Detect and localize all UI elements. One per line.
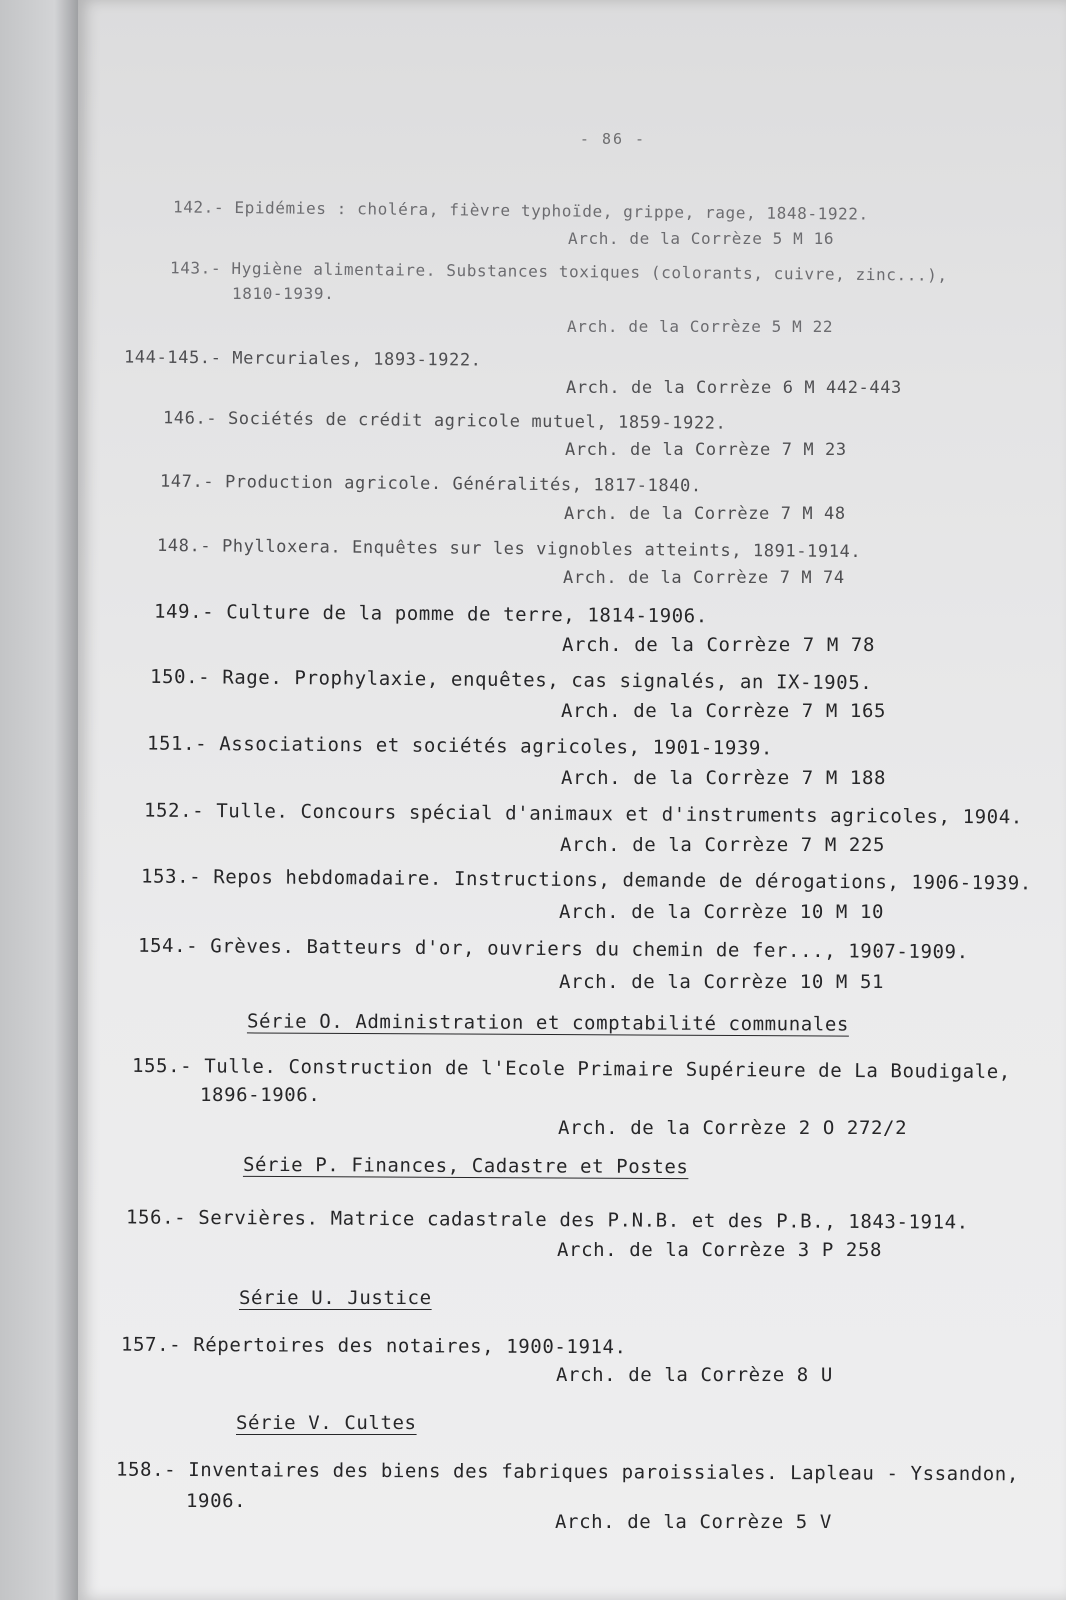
entry-150-archive: Arch. de la Corrèze 7 M 165 [561,700,887,722]
entry-153-title: 153.- Repos hebdomadaire. Instructions, demande de dérogations, 1906-1939. [140,865,1032,895]
entry-150-title: 150.- Rage. Prophylaxie, enquêtes, cas signalés, an IX-1905. [149,665,873,695]
entry-146-archive: Arch. de la Corrèze 7 M 23 [565,440,847,460]
entry-148-title: 148.- Phylloxera. Enquêtes sur les vignobles atteints, 1891-1914. [156,535,862,563]
entry-157-title: 157.- Répertoires des notaires, 1900-1914. [120,1333,627,1359]
series-v-heading: Série V. Cultes [236,1412,417,1434]
entry-154-title: 154.- Grèves. Batteurs d'or, ouvriers du chemin de fer..., 1907-1909. [137,934,969,964]
entry-152-archive: Arch. de la Corrèze 7 M 225 [560,834,886,856]
entry-154-archive: Arch. de la Corrèze 10 M 51 [559,971,885,993]
entry-156-title: 156.- Servières. Matrice cadastrale des P.N.B. et des P.B., 1843-1914. [125,1206,969,1234]
entry-149-title: 149.- Culture de la pomme de terre, 1814-1906. [153,600,708,628]
entry-142-title: 142.- Epidémies : choléra, fièvre typhoïde, grippe, rage, 1848-1922. [172,197,869,224]
page-number: - 86 - [579,130,647,148]
entry-143-continuation: 1810-1939. [232,284,335,303]
series-p-heading: Série P. Finances, Cadastre et Postes [242,1153,689,1179]
entry-148-archive: Arch. de la Corrèze 7 M 74 [563,568,845,588]
entry-147-title: 147.- Production agricole. Généralités, 1817-1840. [159,471,702,497]
entry-156-archive: Arch. de la Corrèze 3 P 258 [557,1239,883,1261]
entry-155-title: 155.- Tulle. Construction de l'Ecole Primaire Supérieure de La Boudigale, [131,1054,1011,1084]
entry-153-archive: Arch. de la Corrèze 10 M 10 [559,901,885,923]
entry-158-continuation: 1906. [186,1490,247,1512]
entry-151-title: 151.- Associations et sociétés agricoles, 1901-1939. [146,732,774,760]
facing-page-edge [0,0,78,1600]
entry-157-archive: Arch. de la Corrèze 8 U [556,1364,833,1386]
series-o-heading: Série O. Administration et comptabilité communales [246,1010,850,1036]
entry-155-continuation: 1896-1906. [200,1084,321,1106]
entry-144-145-archive: Arch. de la Corrèze 6 M 442-443 [566,378,902,398]
entry-147-archive: Arch. de la Corrèze 7 M 48 [564,504,846,524]
entry-158-archive: Arch. de la Corrèze 5 V [555,1511,832,1533]
entry-146-title: 146.- Sociétés de crédit agricole mutuel, 1859-1922. [162,408,727,434]
entry-143-title: 143.- Hygiène alimentaire. Substances toxiques (colorants, cuivre, zinc...), [169,258,948,285]
entry-143-archive: Arch. de la Corrèze 5 M 22 [567,317,834,336]
entry-144-145-title: 144-145.- Mercuriales, 1893-1922. [123,347,482,371]
series-u-heading: Série U. Justice [239,1287,432,1309]
entry-152-title: 152.- Tulle. Concours spécial d'animaux et d'instruments agricoles, 1904. [143,799,1023,829]
entry-151-archive: Arch. de la Corrèze 7 M 188 [561,767,887,789]
entry-142-archive: Arch. de la Corrèze 5 M 16 [568,229,835,248]
document-page [78,0,1066,1600]
entry-149-archive: Arch. de la Corrèze 7 M 78 [562,634,876,656]
entry-155-archive: Arch. de la Corrèze 2 O 272/2 [558,1117,908,1139]
entry-158-title: 158.- Inventaires des biens des fabriques paroissiales. Lapleau - Yssandon, [115,1458,1019,1486]
